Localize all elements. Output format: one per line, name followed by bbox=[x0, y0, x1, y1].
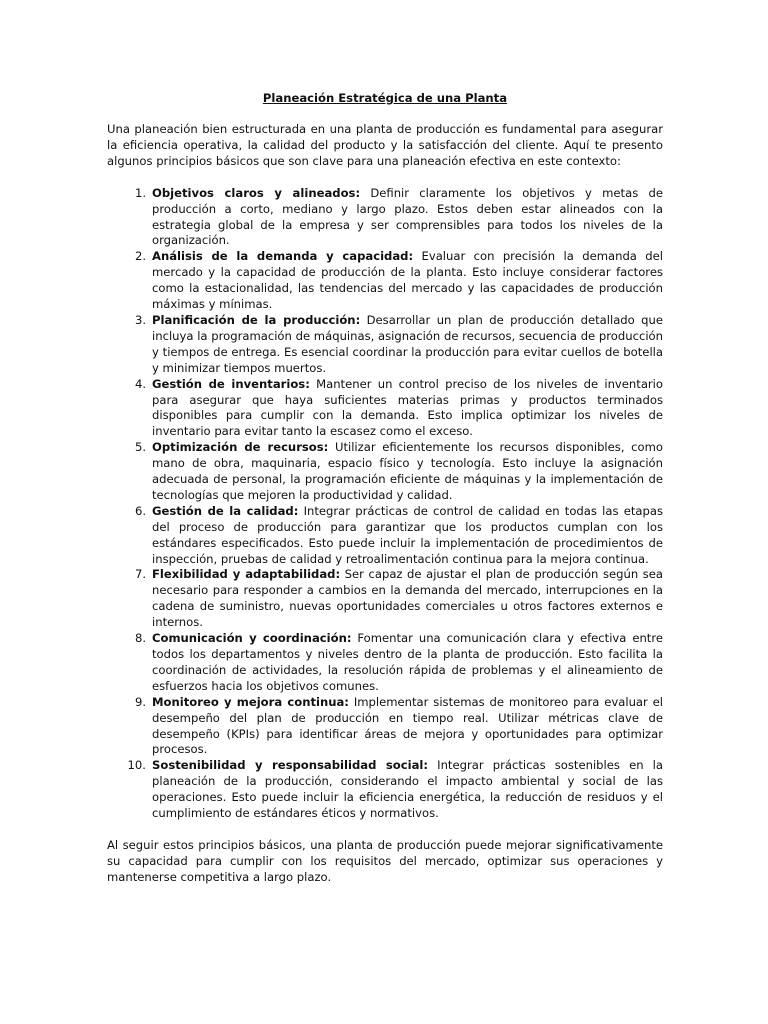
item-term: Objetivos claros y alineados: bbox=[152, 185, 361, 200]
item-text: Evaluar con precisión la demanda del mercado y la capacidad de producción de la planta. Esto incluye considerar factores como la estacionalidad, las tendencias del mercado y las capacidades de producción máximas y mínimas. bbox=[152, 249, 664, 312]
list-item bbox=[107, 695, 663, 759]
item-text: Utilizar eficientemente los recursos disponibles, como mano de obra, maquinaria, espacio físico y tecnología. Esto incluye la asignación adecuada de personal, la programación eficiente de máquinas y la implementación de tecnologías que mejoren la productividad y calidad. bbox=[152, 440, 663, 502]
list-item bbox=[107, 504, 663, 568]
principles-list bbox=[107, 186, 663, 822]
document-title: Planeación Estratégica de una Planta bbox=[262, 91, 508, 105]
item-term: Sostenibilidad y responsabilidad social: bbox=[152, 758, 429, 773]
item-term: Gestión de la calidad: bbox=[152, 503, 299, 518]
item-number: 5. bbox=[134, 440, 146, 455]
item-number: 8. bbox=[134, 631, 146, 646]
item-text: Mantener un control preciso de los niveles de inventario para asegurar que haya suficientes materias primas y productos terminados disponibles para cumplir con la demanda. Esto implica optimizar los niveles de inventario para evitar tanto la escasez como el exceso. bbox=[152, 376, 664, 439]
list-item bbox=[107, 249, 663, 313]
intro-paragraph: Una planeación bien estructurada en una planta de producción es fundamental para asegurar la eficiencia operativa, la calidad del producto y la satisfacción del cliente. Aquí te presento algunos principios básicos que son clave para una planeación efectiva en este contexto: bbox=[107, 122, 663, 168]
item-term: Comunicación y coordinación: bbox=[152, 631, 352, 646]
item-text: Desarrollar un plan de producción detallado que incluya la programación de máquinas, asignación de recursos, secuencia de producción y tiempos de entrega. Es esencial coordinar la producción para evitar cuellos de botella y minimizar tiempos muertos. bbox=[152, 312, 663, 375]
item-term: Análisis de la demanda y capacidad: bbox=[152, 249, 414, 264]
list-item bbox=[107, 758, 663, 822]
item-number: 6. bbox=[134, 503, 146, 518]
item-number: 7. bbox=[134, 567, 146, 582]
item-number: 2. bbox=[134, 249, 146, 264]
item-term: Gestión de inventarios: bbox=[152, 376, 310, 391]
item-text: Fomentar una comunicación clara y efectiva entre todos los departamentos y niveles dentro de la planta de producción. Esto facilita la coordinación de actividades, la resolución rápida de problemas y el alineamiento de esfuerzos hacia los objetivos comunes. bbox=[152, 631, 663, 693]
item-number: 3. bbox=[134, 312, 146, 327]
item-term: Planificación de la producción: bbox=[152, 312, 361, 327]
item-text: Integrar prácticas sostenibles en la planeación de la producción, considerando el impacto ambiental y social de las operaciones. Esto puede incluir la eficiencia energética, la reducción de residuos y el cumplimiento de estándares éticos y normativos. bbox=[152, 758, 664, 821]
list-item bbox=[107, 440, 663, 504]
item-number: 1. bbox=[134, 185, 146, 200]
item-text: Definir claramente los objetivos y metas de producción a corto, mediano y largo plazo. Estos deben estar alineados con la estrategia global de la empresa y ser comprensibles para todos los niveles de la organización. bbox=[152, 185, 663, 248]
item-text: Ser capaz de ajustar el plan de producción según sea necesario para responder a cambios en la demanda del mercado, interrupciones en la cadena de suministro, nuevas oportunidades comerciales u otros factores externos e internos. bbox=[152, 567, 664, 630]
item-number: 9. bbox=[134, 694, 146, 709]
item-number: 10. bbox=[127, 758, 146, 773]
item-term: Flexibilidad y adaptabilidad: bbox=[152, 567, 341, 582]
item-text: Integrar prácticas de control de calidad en todas las etapas del proceso de producción para garantizar que los productos cumplan con los estándares especificados. Esto puede incluir la implementación de procedimientos de inspección, pruebas de calidad y retroalimentación continua para la mejora continua. bbox=[152, 503, 663, 566]
item-term: Optimización de recursos: bbox=[152, 440, 329, 455]
list-item bbox=[107, 186, 663, 250]
item-text: Implementar sistemas de monitoreo para evaluar el desempeño del plan de producción en tiempo real. Utilizar métricas clave de desempeño (KPIs) para identificar áreas de mejora y oportunidades para optimizar procesos. bbox=[152, 694, 664, 757]
list-item bbox=[107, 313, 663, 377]
conclusion-paragraph: Al seguir estos principios básicos, una planta de producción puede mejorar significativamente su capacidad para cumplir con los requisitos del mercado, optimizar sus operaciones y mantenerse competitiva a largo plazo. bbox=[107, 837, 663, 884]
item-term: Monitoreo y mejora continua: bbox=[152, 694, 349, 709]
list-item bbox=[107, 567, 663, 631]
list-item bbox=[107, 631, 663, 695]
item-number: 4. bbox=[134, 376, 146, 391]
document-page bbox=[107, 90, 663, 886]
list-item bbox=[107, 377, 663, 441]
